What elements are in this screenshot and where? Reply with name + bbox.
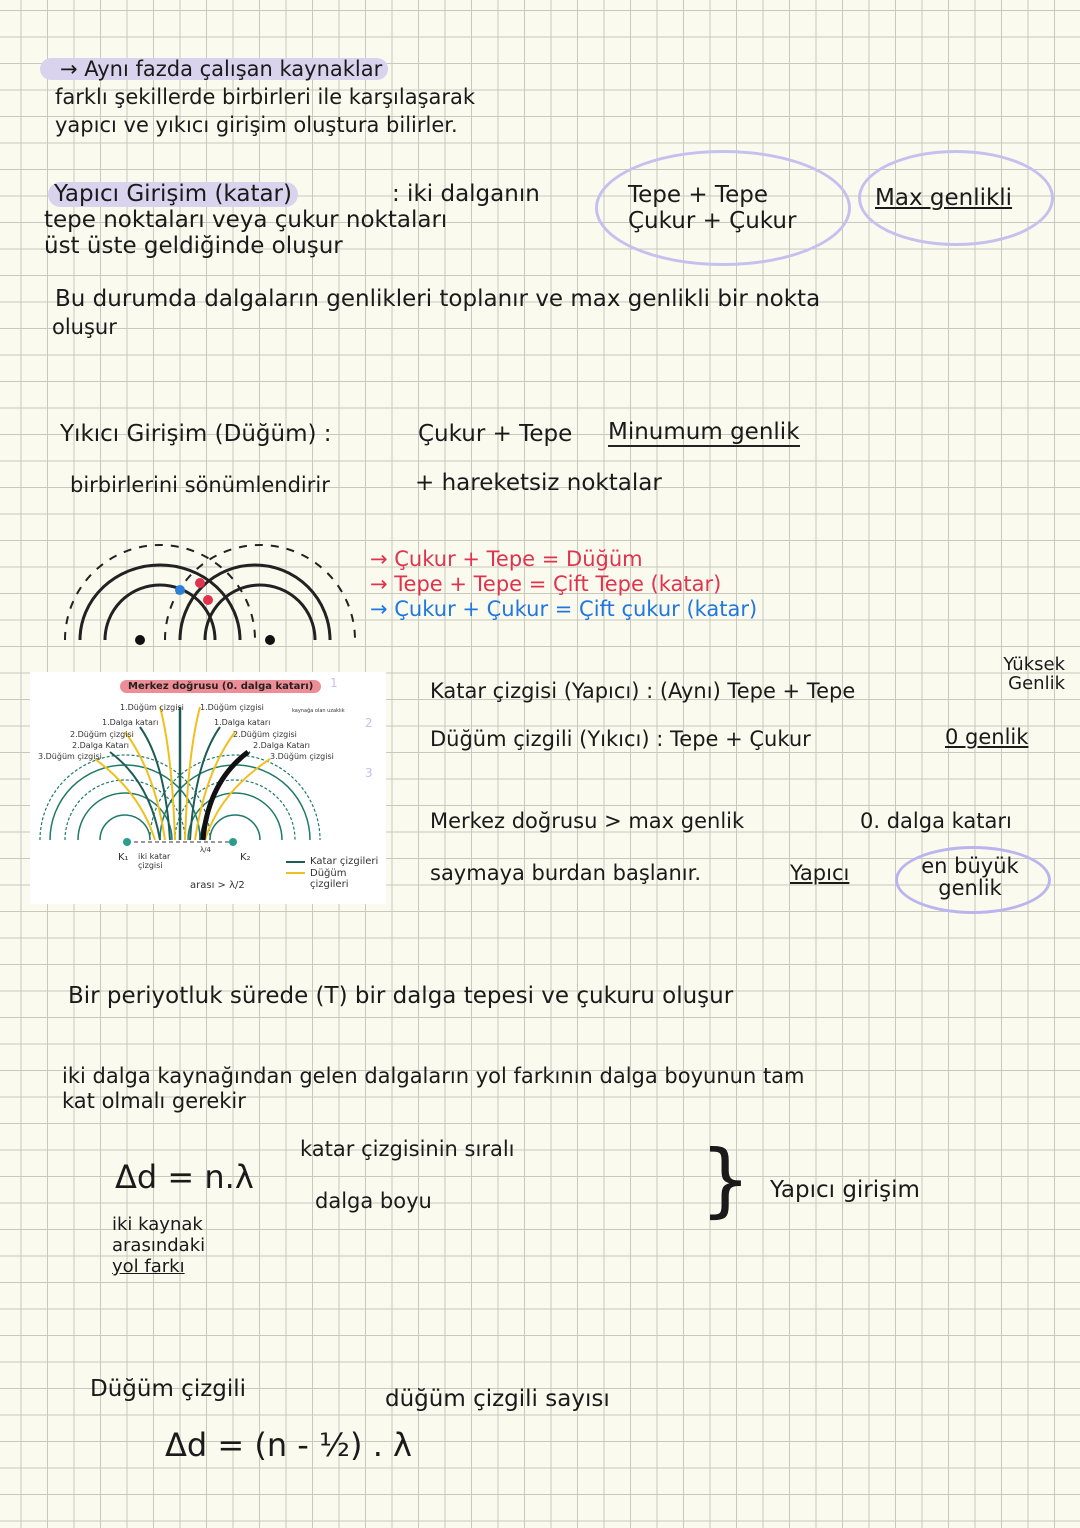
label-right-1: 1.Düğüm çizgisi bbox=[200, 703, 264, 712]
label-right-5: 3.Düğüm çizgisi bbox=[270, 752, 334, 761]
path-diff-line-1: iki dalga kaynağından gelen dalgaların yol farkının dalga boyunun tam bbox=[62, 1064, 805, 1088]
diagram-title: Merkez doğrusu (0. dalga katarı) bbox=[120, 680, 321, 693]
interference-diagram bbox=[30, 672, 386, 904]
constructive-line-3: üst üste geldiğinde oluşur bbox=[44, 233, 343, 259]
label-right-2: 1.Dalga katarı bbox=[214, 718, 271, 727]
intro-line-1: → Aynı fazda çalışan kaynaklar bbox=[40, 58, 388, 80]
d-note-3: yol farkı bbox=[112, 1256, 185, 1277]
intro-line-3: yapıcı ve yıkıcı girişim oluştura bilirler. bbox=[55, 113, 458, 137]
rule-2: → Tepe + Tepe = Çift Tepe (katar) bbox=[370, 572, 722, 596]
red-dot bbox=[195, 578, 205, 588]
source-dot bbox=[265, 635, 275, 645]
destructive-still: + hareketsiz noktalar bbox=[415, 470, 662, 496]
source-k2 bbox=[229, 838, 237, 846]
intro-line-2: farklı şekillerde birbirleri ile karşılaşarak bbox=[55, 85, 476, 109]
destructive-combo: Çukur + Tepe bbox=[418, 421, 573, 447]
rule-1: → Çukur + Tepe = Düğüm bbox=[370, 547, 643, 571]
d-note-2: arasındaki bbox=[112, 1235, 206, 1256]
annot-num: 3 bbox=[365, 766, 373, 780]
period-note: Bir periyotluk sürede (T) bir dalga tepesi ve çukuru oluşur bbox=[68, 983, 734, 1009]
destructive-min: Minumum genlik bbox=[608, 419, 800, 445]
label-left-3: 2.Düğüm çizgisi bbox=[70, 730, 134, 739]
source-dot bbox=[135, 635, 145, 645]
label-k1: K₁ bbox=[118, 852, 129, 863]
note-dugum: Düğüm çizgili (Yıkıcı) : Tepe + Çukur bbox=[430, 727, 811, 751]
red-dot bbox=[203, 595, 213, 605]
legend-dugum: Düğüm çizgileri bbox=[310, 868, 349, 890]
formula-node: Δd = (n - ½) . λ bbox=[165, 1426, 412, 1464]
label-left-5: 3.Düğüm çizgisi bbox=[38, 752, 102, 761]
constructive-line-2: tepe noktaları veya çukur noktaları bbox=[44, 207, 448, 233]
brace-icon: } bbox=[700, 1133, 751, 1226]
rule-3: → Çukur + Çukur = Çift çukur (katar) bbox=[370, 597, 758, 621]
annot-num: 1 bbox=[330, 676, 338, 690]
note-zero-katar: 0. dalga katarı bbox=[860, 809, 1012, 833]
constructive-heading: Yapıcı Girişim (katar) bbox=[48, 182, 298, 207]
destructive-line-2: birbirlerini sönümlendirir bbox=[70, 473, 330, 497]
note-yuksek: Yüksek Genlik bbox=[1003, 654, 1065, 694]
d-note-1: iki kaynak bbox=[112, 1214, 203, 1235]
note-katar: Katar çizgisi (Yapıcı) : (Aynı) Tepe + Tepe bbox=[430, 679, 856, 703]
n-note: katar çizgisinin sıralı bbox=[300, 1137, 515, 1161]
bubble-max-genlik: Max genlikli bbox=[875, 185, 1013, 211]
label-left-2: 1.Dalga katarı bbox=[102, 718, 159, 727]
node-heading: Düğüm çizgili bbox=[90, 1376, 247, 1402]
annot-side: kaynağa olan uzaklık bbox=[292, 708, 345, 714]
destructive-heading: Yıkıcı Girişim (Düğüm) : bbox=[60, 421, 332, 447]
label-right-3: 2.Düğüm çizgisi bbox=[233, 730, 297, 739]
label-k2: K₂ bbox=[240, 852, 251, 863]
brace-label: Yapıcı girişim bbox=[770, 1177, 920, 1203]
annot-lambda4: λ/4 bbox=[200, 846, 211, 854]
lambda-note: dalga boyu bbox=[315, 1189, 432, 1213]
bubble-cukur-cukur: Çukur + Çukur bbox=[628, 208, 797, 234]
constructive-line-1: : iki dalganın bbox=[392, 181, 540, 207]
wave-sketch bbox=[60, 520, 360, 650]
note-sayma: saymaya burdan başlanır. bbox=[430, 861, 701, 885]
constructive-note-2: oluşur bbox=[52, 315, 117, 339]
annot-two-katar: iki katar çizgisi bbox=[138, 852, 171, 870]
formula-constructive: Δd = n.λ bbox=[115, 1158, 254, 1196]
source-k1 bbox=[123, 838, 131, 846]
label-right-4: 2.Dalga Katarı bbox=[253, 741, 310, 750]
constructive-note-1: Bu durumda dalgaların genlikleri toplanır ve max genlikli bir nokta bbox=[55, 286, 821, 312]
node-n-note: düğüm çizgili sayısı bbox=[385, 1386, 610, 1412]
bubble-tepe-tepe: Tepe + Tepe bbox=[628, 182, 768, 208]
note-yapici: Yapıcı bbox=[790, 861, 850, 885]
annot-half-lambda: arası > λ/2 bbox=[190, 880, 245, 891]
path-diff-line-2: kat olmalı gerekir bbox=[62, 1089, 246, 1113]
blue-dot bbox=[175, 585, 185, 595]
label-left-4: 2.Dalga Katarı bbox=[72, 741, 129, 750]
legend-katar: Katar çizgileri bbox=[310, 856, 379, 867]
note-en-buyuk: en büyük genlik bbox=[921, 854, 1019, 900]
label-left-1: 1.Düğüm çizgisi bbox=[120, 703, 184, 712]
note-zero: 0 genlik bbox=[945, 725, 1029, 749]
note-merkez: Merkez doğrusu > max genlik bbox=[430, 809, 745, 833]
annot-num: 2 bbox=[365, 716, 373, 730]
